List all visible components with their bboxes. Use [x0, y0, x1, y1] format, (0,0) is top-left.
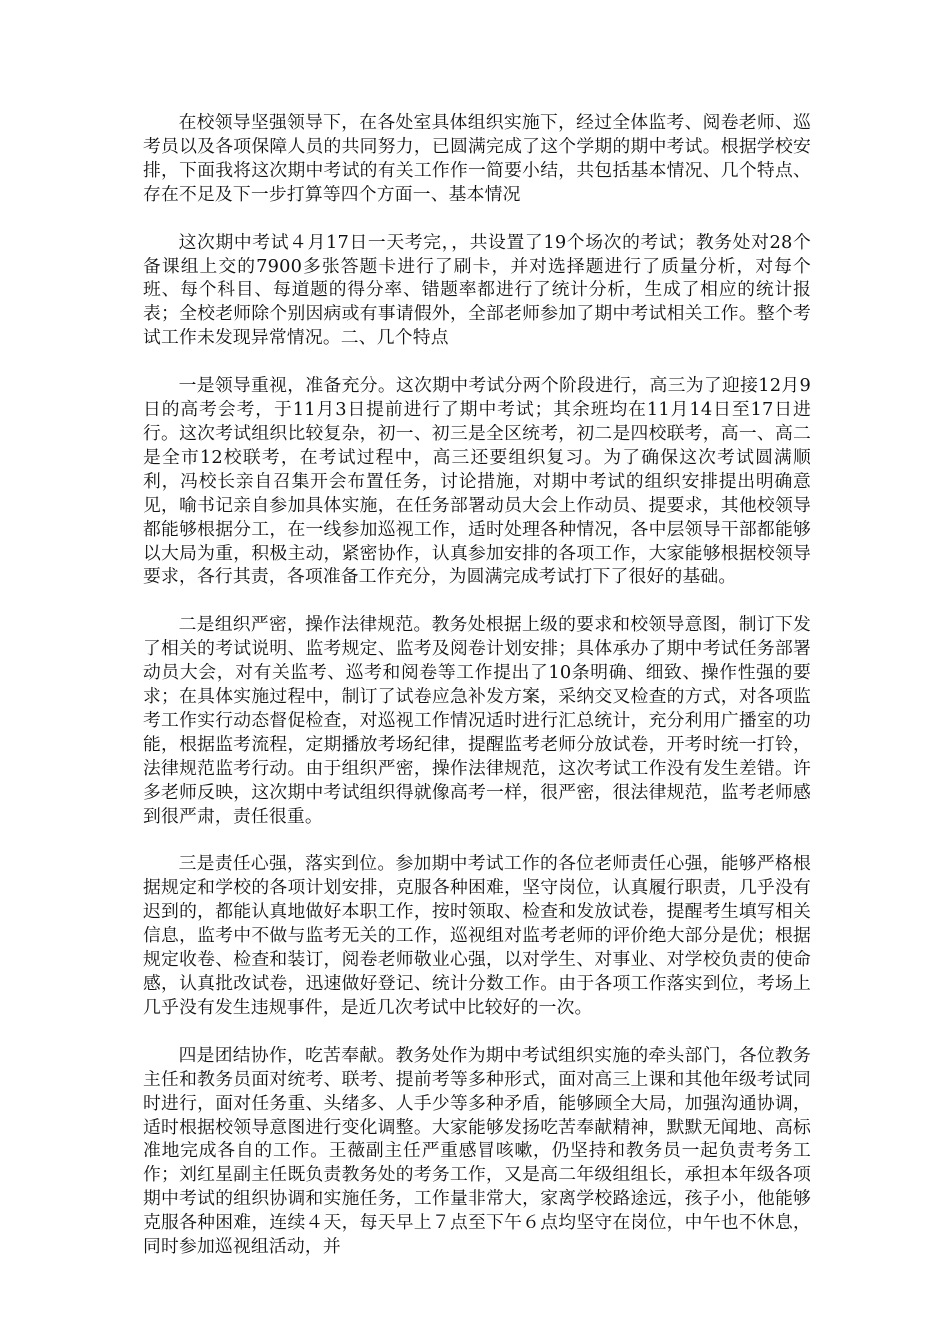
paragraph-feature-one: 一是领导重视，准备充分。这次期中考试分两个阶段进行，高三为了迎接12月9日的高考会考，于11月3日提前进行了期中考试；其余班均在11月14日至17日进行。这次考试组织比较复杂，初一、初三是全区统考，初二是四校联考，高一、高二是全市12校联考，在考试过程中，高三还要组织复习。为了确保这次考试圆满顺利，冯校长亲自召集开会布置任务，讨论措施，对期中考试的组织安排提出明确意见，喻书记亲自参加具体实施，在任务部署动员大会上作动员、提要求，其他校领导都能够根据分工，在一线参加巡视工作，适时处理各种情况，各中层领导干部都能够以大局为重，积极主动，紧密协作，认真参加安排的各项工作，大家能够根据校领导要求，各行其责，各项准备工作充分，为圆满完成考试打下了很好的基础。 — [143, 375, 811, 588]
paragraph-feature-three: 三是责任心强，落实到位。参加期中考试工作的各位老师责任心强，能够严格根据规定和学校的各项计划安排，克服各种困难，坚守岗位，认真履行职责，几乎没有迟到的，都能认真地做好本职工作，按时领取、检查和发放试卷，提醒考生填写相关信息，监考中不做与监考无关的工作，巡视组对监考老师的评价绝大部分是优；根据规定收卷、检查和装订，阅卷老师敬业心强，以对学生、对事业、对学校负责的使命感，认真批改试卷，迅速做好登记、统计分数工作。由于各项工作落实到位，考场上几乎没有发生违规事件，是近几次考试中比较好的一次。 — [143, 853, 811, 1018]
paragraph-basic-situation: 这次期中考试４月17日一天考完，，共设置了19个场次的考试；教务处对28个备课组上交的7900多张答题卡进行了刷卡，并对选择题进行了质量分析，对每个班、每个科目、每道题的得分率、错题率都进行了统计分析，生成了相应的统计报表；全校老师除个别因病或有事请假外，全部老师参加了期中考试相关工作。整个考试工作未发现异常情况。二、几个特点 — [143, 231, 811, 349]
document-body — [143, 111, 811, 1283]
paragraph-intro: 在校领导坚强领导下，在各处室具体组织实施下，经过全体监考、阅卷老师、巡考员以及各项保障人员的共同努力，已圆满完成了这个学期的期中考试。根据学校安排，下面我将这次期中考试的有关工作作一简要小结，共包括基本情况、几个特点、存在不足及下一步打算等四个方面一、基本情况 — [143, 112, 811, 205]
paragraph-feature-two: 二是组织严密，操作法律规范。教务处根据上级的要求和校领导意图，制订下发了相关的考试说明、监考规定、监考及阅卷计划安排；具体承办了期中考试任务部署动员大会，对有关监考、巡考和阅卷等工作提出了10条明确、细致、操作性强的要求；在具体实施过程中，制订了试卷应急补发方案，采纳交叉检查的方式，对各项监考工作实行动态督促检查，对巡视工作情况适时进行汇总统计，充分利用广播室的功能，根据监考流程，定期播放考场纪律，提醒监考老师分放试卷，开考时统一打铃，法律规范监考行动。由于组织严密，操作法律规范，这次考试工作没有发生差错。许多老师反映，这次期中考试组织得就像高考一样，很严密，很法律规范，监考老师感到很严肃，责任很重。 — [143, 614, 811, 827]
paragraph-feature-four: 四是团结协作，吃苦奉献。教务处作为期中考试组织实施的牵头部门，各位教务主任和教务员面对统考、联考、提前考等多种形式，面对高三上课和其他年级考试同时进行，面对任务重、头绪多、人手少等多种矛盾，能够顾全大局，加强沟通协调，适时根据校领导意图进行变化调整。大家能够发扬吃苦奉献精神，默默无闻地、高标准地完成各自的工作。王薇副主任严重感冒咳嗽，仍坚持和教务员一起负责考务工作；刘红星副主任既负责教务处的考务工作，又是高二年级组组长，承担本年级各项期中考试的组织协调和实施任务，工作量非常大，家离学校路途远，孩子小，他能够克服各种困难，连续４天，每天早上７点至下午６点均坚守在岗位，中午也不休息，同时参加巡视组活动，并 — [143, 1044, 811, 1258]
